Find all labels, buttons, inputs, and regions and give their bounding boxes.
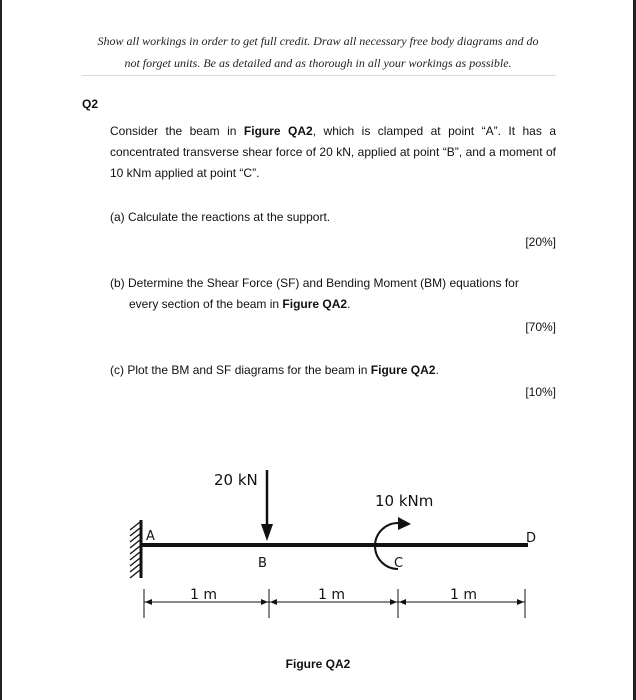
- dimension-bc: 1 m: [318, 587, 345, 603]
- dimension-ab: 1 m: [190, 587, 217, 603]
- part-c-text: (c) Plot the BM and SF diagrams for the beam in: [110, 363, 371, 377]
- marks-b: [70%]: [525, 320, 556, 334]
- dimension-cd: 1 m: [450, 587, 477, 603]
- force-label: 20 kN: [214, 471, 258, 489]
- part-c-end: .: [435, 363, 439, 377]
- label-point-a: A: [146, 529, 155, 544]
- intro-figure-ref: Figure QA2: [243, 124, 313, 138]
- intro-text-1: Consider the beam in: [110, 124, 244, 138]
- moment-label: 10 kNm: [375, 492, 434, 510]
- intro-text-2: , which is clamped at point “A”. It has a concentrated transverse shear force of 20 kN, applied at point “B”, and a moment of 10 kNm applied at point “C”.: [110, 124, 556, 180]
- part-b-end: .: [347, 297, 351, 311]
- instructions-line-2: not forget units. Be as detailed and as thorough in all your workings as possible.: [124, 56, 512, 70]
- question-number: Q2: [82, 97, 99, 111]
- fixed-support-hatching: [130, 522, 140, 578]
- instructions-line-1: Show all workings in order to get full credit. Draw all necessary free body diagrams and do: [97, 34, 539, 48]
- figure-caption: Figure QA2: [285, 657, 351, 671]
- label-point-c: C: [394, 556, 404, 571]
- part-b-line-1: (b) Determine the Shear Force (SF) and Bending Moment (BM) equations for: [110, 276, 519, 290]
- part-b-text: every section of the beam in: [129, 297, 283, 311]
- part-c-figure-ref: Figure QA2: [370, 363, 436, 377]
- marks-c: [10%]: [525, 385, 556, 399]
- marks-a: [20%]: [525, 235, 556, 249]
- part-a: (a) Calculate the reactions at the support.: [110, 210, 331, 224]
- force-arrow-head: [261, 524, 273, 541]
- label-point-b: B: [258, 556, 267, 571]
- part-b-figure-ref: Figure QA2: [282, 297, 348, 311]
- label-point-d: D: [526, 531, 537, 546]
- moment-arrow-head: [398, 517, 411, 530]
